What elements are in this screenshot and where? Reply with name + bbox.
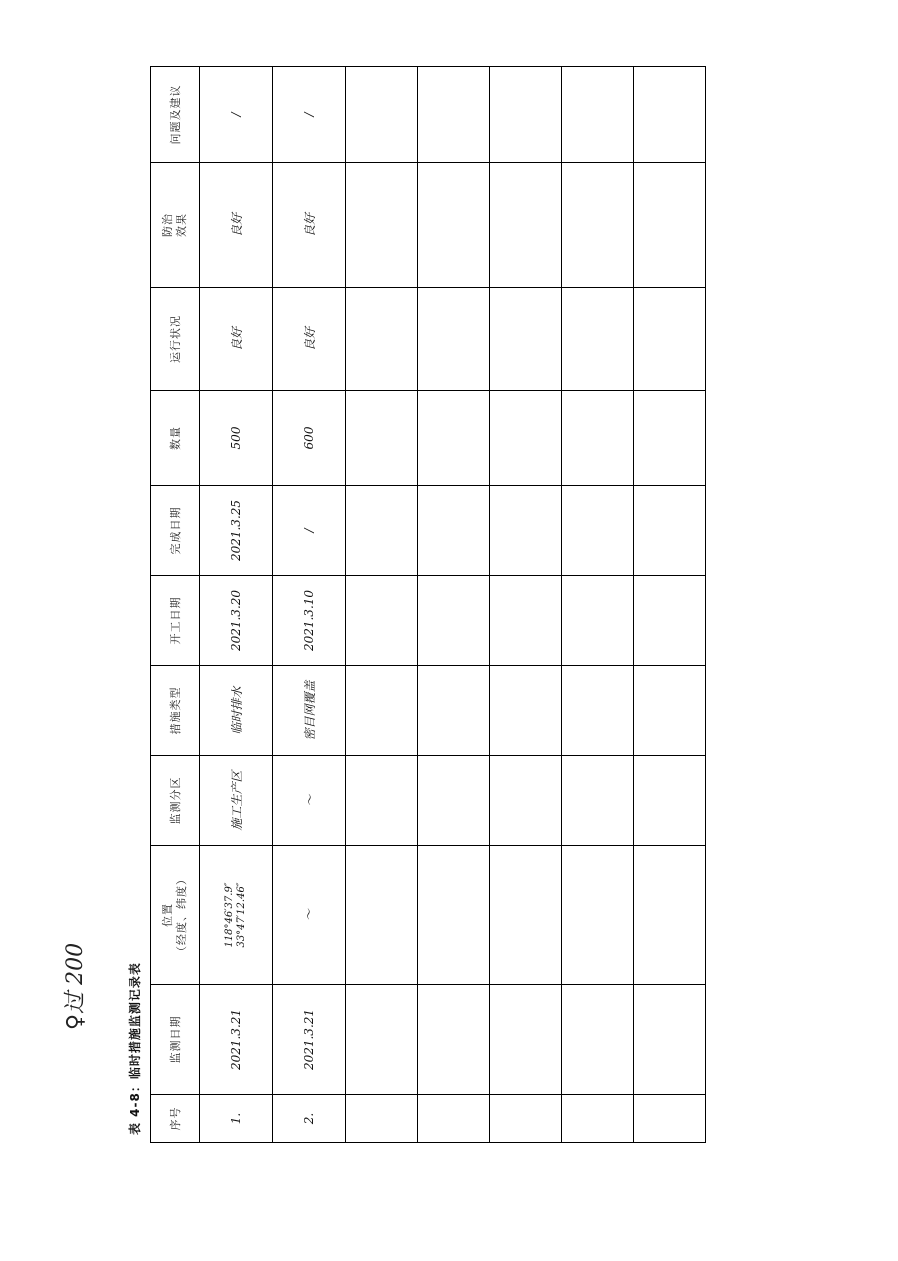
cell-start-date (200, 576, 273, 666)
cell-operation (273, 288, 346, 391)
empty-row (634, 67, 706, 1143)
cell-issues (200, 67, 273, 163)
operation-value: 良好 (302, 327, 317, 352)
header-issues: 问题及建议 (151, 67, 200, 163)
measure-type-value: 密目网覆盖 (302, 680, 317, 741)
cell-start-date (273, 576, 346, 666)
start-date-value: 2021.3.10 (302, 589, 316, 652)
measure-type-value: 临时排水 (229, 686, 244, 735)
monitor-date-value: 2021.3.21 (229, 1008, 243, 1071)
header-finish-date: 完成日期 (151, 486, 200, 576)
cell-monitor-date (273, 985, 346, 1095)
cell-seq (273, 1095, 346, 1143)
empty-row (562, 67, 634, 1143)
header-start-date: 开工日期 (151, 576, 200, 666)
cell-zone (273, 756, 346, 846)
header-row (151, 67, 200, 1143)
cell-location (273, 846, 346, 985)
seq-value: 1. (229, 1112, 243, 1125)
empty-row (418, 67, 490, 1143)
header-seq: 序号 (151, 1095, 200, 1143)
monitor-date-value: 2021.3.21 (302, 1008, 316, 1071)
zone-value: 施工生产区 (229, 770, 244, 831)
header-effect-line2: 效果 (175, 213, 188, 237)
cell-measure-type (273, 666, 346, 756)
cell-measure-type (200, 666, 273, 756)
cell-operation (200, 288, 273, 391)
monitoring-table-container (150, 67, 707, 1143)
header-operation: 运行状况 (151, 288, 200, 391)
quantity-value: 500 (229, 426, 243, 450)
cell-effect (200, 163, 273, 288)
cell-monitor-date (200, 985, 273, 1095)
header-location-line2: （经度、纬度） (175, 873, 188, 957)
effect-value: 良好 (302, 213, 317, 238)
empty-row (490, 67, 562, 1143)
empty-row (346, 67, 418, 1143)
latitude-value: 33°47′12.46″ (236, 882, 247, 948)
issues-value: / (302, 112, 316, 117)
issues-value: / (229, 112, 243, 117)
start-date-value: 2021.3.20 (229, 589, 243, 652)
table-row (200, 67, 273, 1143)
handwritten-margin-note: ♀过 200 (63, 942, 88, 1030)
longitude-value: 〜 (301, 909, 316, 922)
cell-zone (200, 756, 273, 846)
operation-value: 良好 (229, 327, 244, 352)
finish-date-value: 2021.3.25 (229, 499, 243, 562)
cell-quantity (273, 391, 346, 486)
seq-value: 2. (302, 1112, 316, 1125)
table-caption: 表 4-8：临时措施监测记录表 (128, 962, 142, 1135)
finish-date-value: / (302, 528, 316, 533)
cell-issues (273, 67, 346, 163)
header-measure-type: 措施类型 (151, 666, 200, 756)
cell-finish-date (200, 486, 273, 576)
cell-quantity (200, 391, 273, 486)
longitude-value: 118°46′37.9″ (223, 882, 235, 948)
header-location-line1: 位置 (160, 903, 174, 927)
cell-seq (200, 1095, 273, 1143)
effect-value: 良好 (229, 213, 244, 238)
header-zone: 监测分区 (151, 756, 200, 846)
table-row (273, 67, 346, 1143)
header-quantity: 数量 (151, 391, 200, 486)
quantity-value: 600 (302, 426, 316, 450)
cell-effect (273, 163, 346, 288)
header-location (151, 846, 200, 985)
zone-value: 〜 (302, 794, 317, 807)
monitoring-record-table (150, 66, 706, 1143)
cell-location (200, 846, 273, 985)
header-effect (151, 163, 200, 288)
cell-finish-date (273, 486, 346, 576)
header-monitor-date: 监测日期 (151, 985, 200, 1095)
header-effect-line1: 防治 (160, 213, 174, 237)
